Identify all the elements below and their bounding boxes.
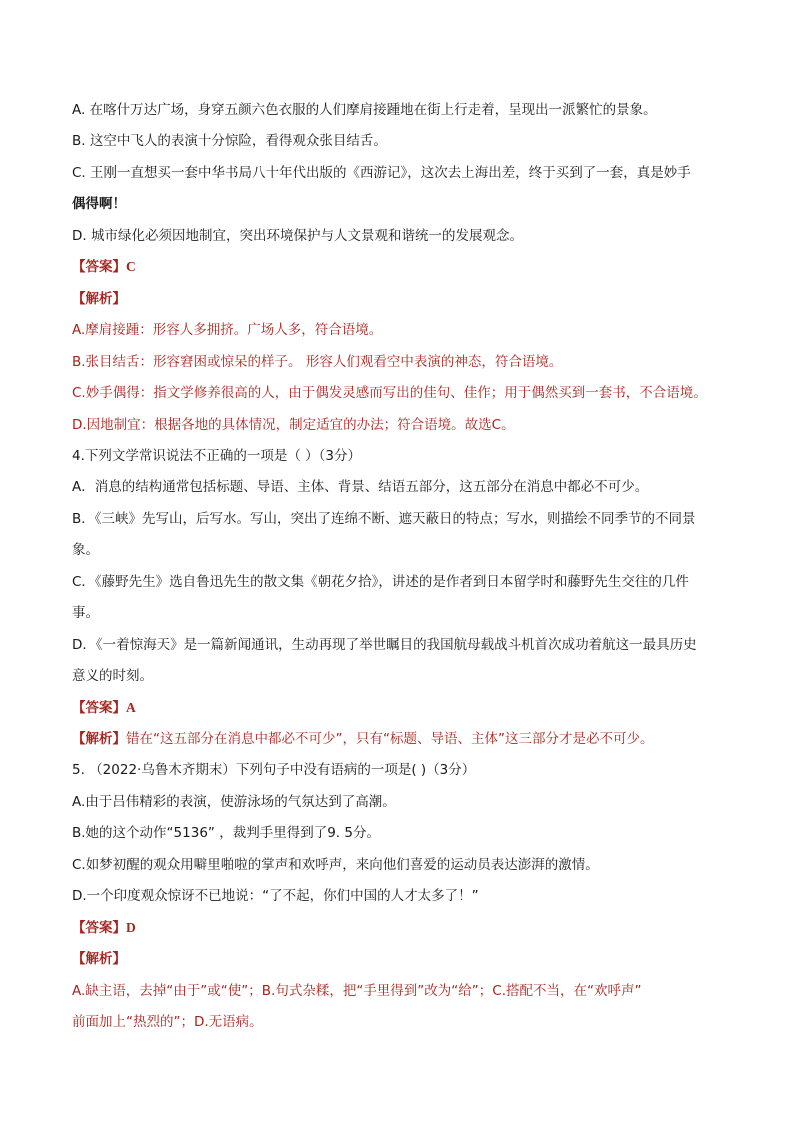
q3-answer [72,258,732,276]
q4-option-d-line2: 意义的时刻。 [72,668,153,684]
analysis-label: 【解析】 [72,731,126,747]
answer-value: A [126,700,136,715]
q3-option-c-line1: C. 王刚一直想买一套中华书局八十年代出版的《西游记》，这次去上海出差，终于买到了一套，真是妙手 [72,165,691,181]
q3-option-d: D. 城市绿化必须因地制宜，突出环境保护与人文景观和谐统一的发展观念。 [72,228,523,244]
q5-option-b: B.她的这个动作“5136” ，裁判手里得到了9. 5分。 [72,825,380,841]
answer-value: D [126,920,136,935]
q5-option-d: D.一个印度观众惊讶不已地说：“了不起，你们中国的人才太多了！” [72,888,479,904]
analysis-text: 错在“这五部分在消息中都必不可少”，只有“标题、导语、主体”这三部分才是必不可少。 [126,731,654,747]
q5-analysis-line1: A.缺主语，去掉“由于”或“使”；B.句式杂糅，把“手里得到”改为“给”；C.搭配不当，在“欢呼声” [72,983,642,999]
q4-option-b-line1: B．《三峡》先写山，后写水。写山，突出了连绵不断、遮天蔽日的特点；写水，则描绘不同季节的不同景 [72,511,696,527]
q4-option-c-line2: 事。 [72,605,99,621]
answer-label: 【答案】 [72,259,126,275]
q5-analysis-label: 【解析】 [72,951,126,967]
q3-analysis-a: A.摩肩接踵：形容人多拥挤。广场人多，符合语境。 [72,322,383,338]
answer-label: 【答案】 [72,920,126,936]
answer-value: C [126,259,136,274]
q3-analysis-c: C.妙手偶得：指文学修养很高的人，由于偶发灵感而写出的佳句、佳作；用于偶然买到一套书，不合语境。 [72,385,707,401]
q5-option-a: A.由于吕伟精彩的表演，使游泳场的气氛达到了高潮。 [72,794,396,810]
q5-answer [72,919,732,937]
q3-option-c-line2: 偶得啊！ [72,196,126,212]
q3-analysis-d: D.因地制宜：根据各地的具体情况，制定适宜的办法；符合语境。故选C。 [72,417,515,433]
answer-label: 【答案】 [72,700,126,716]
q4-analysis [72,730,732,748]
q3-option-a: A. 在喀什万达广场，身穿五颜六色衣服的人们摩肩接踵地在街上行走着，呈现出一派繁忙的景象。 [72,102,657,118]
q5-stem: 5. （2022·乌鲁木齐期末）下列句子中没有语病的一项是( )（3分） [72,762,476,778]
q3-option-b: B. 这空中飞人的表演十分惊险，看得观众张目结舌。 [72,133,387,149]
q4-answer [72,699,732,717]
q5-analysis-line2: 前面加上“热烈的”；D.无语病。 [72,1014,263,1030]
q4-stem: 4.下列文学常识说法不正确的一项是（ ）（3分） [72,448,362,464]
q4-option-d-line1: D．《一着惊海天》是一篇新闻通讯，生动再现了举世瞩目的我国航母载战斗机首次成功着航这一最具历史 [72,637,697,653]
q4-option-b-line2: 象。 [72,542,99,558]
q4-option-c-line1: C．《藤野先生》选自鲁迅先生的散文集《朝花夕拾》，讲述的是作者到日本留学时和藤野先生交往的几件 [72,574,689,590]
q3-analysis-b: B.张目结舌：形容窘困或惊呆的样子。 形容人们观看空中表演的神态，符合语境。 [72,354,563,370]
q5-option-c: C.如梦初醒的观众用噼里啪啦的掌声和欢呼声，来向他们喜爱的运动员表达澎湃的激情。 [72,857,599,873]
q3-analysis-label: 【解析】 [72,291,126,307]
q4-option-a: A．消息的结构通常包括标题、导语、主体、背景、结语五部分，这五部分在消息中都必不可少。 [72,479,649,495]
